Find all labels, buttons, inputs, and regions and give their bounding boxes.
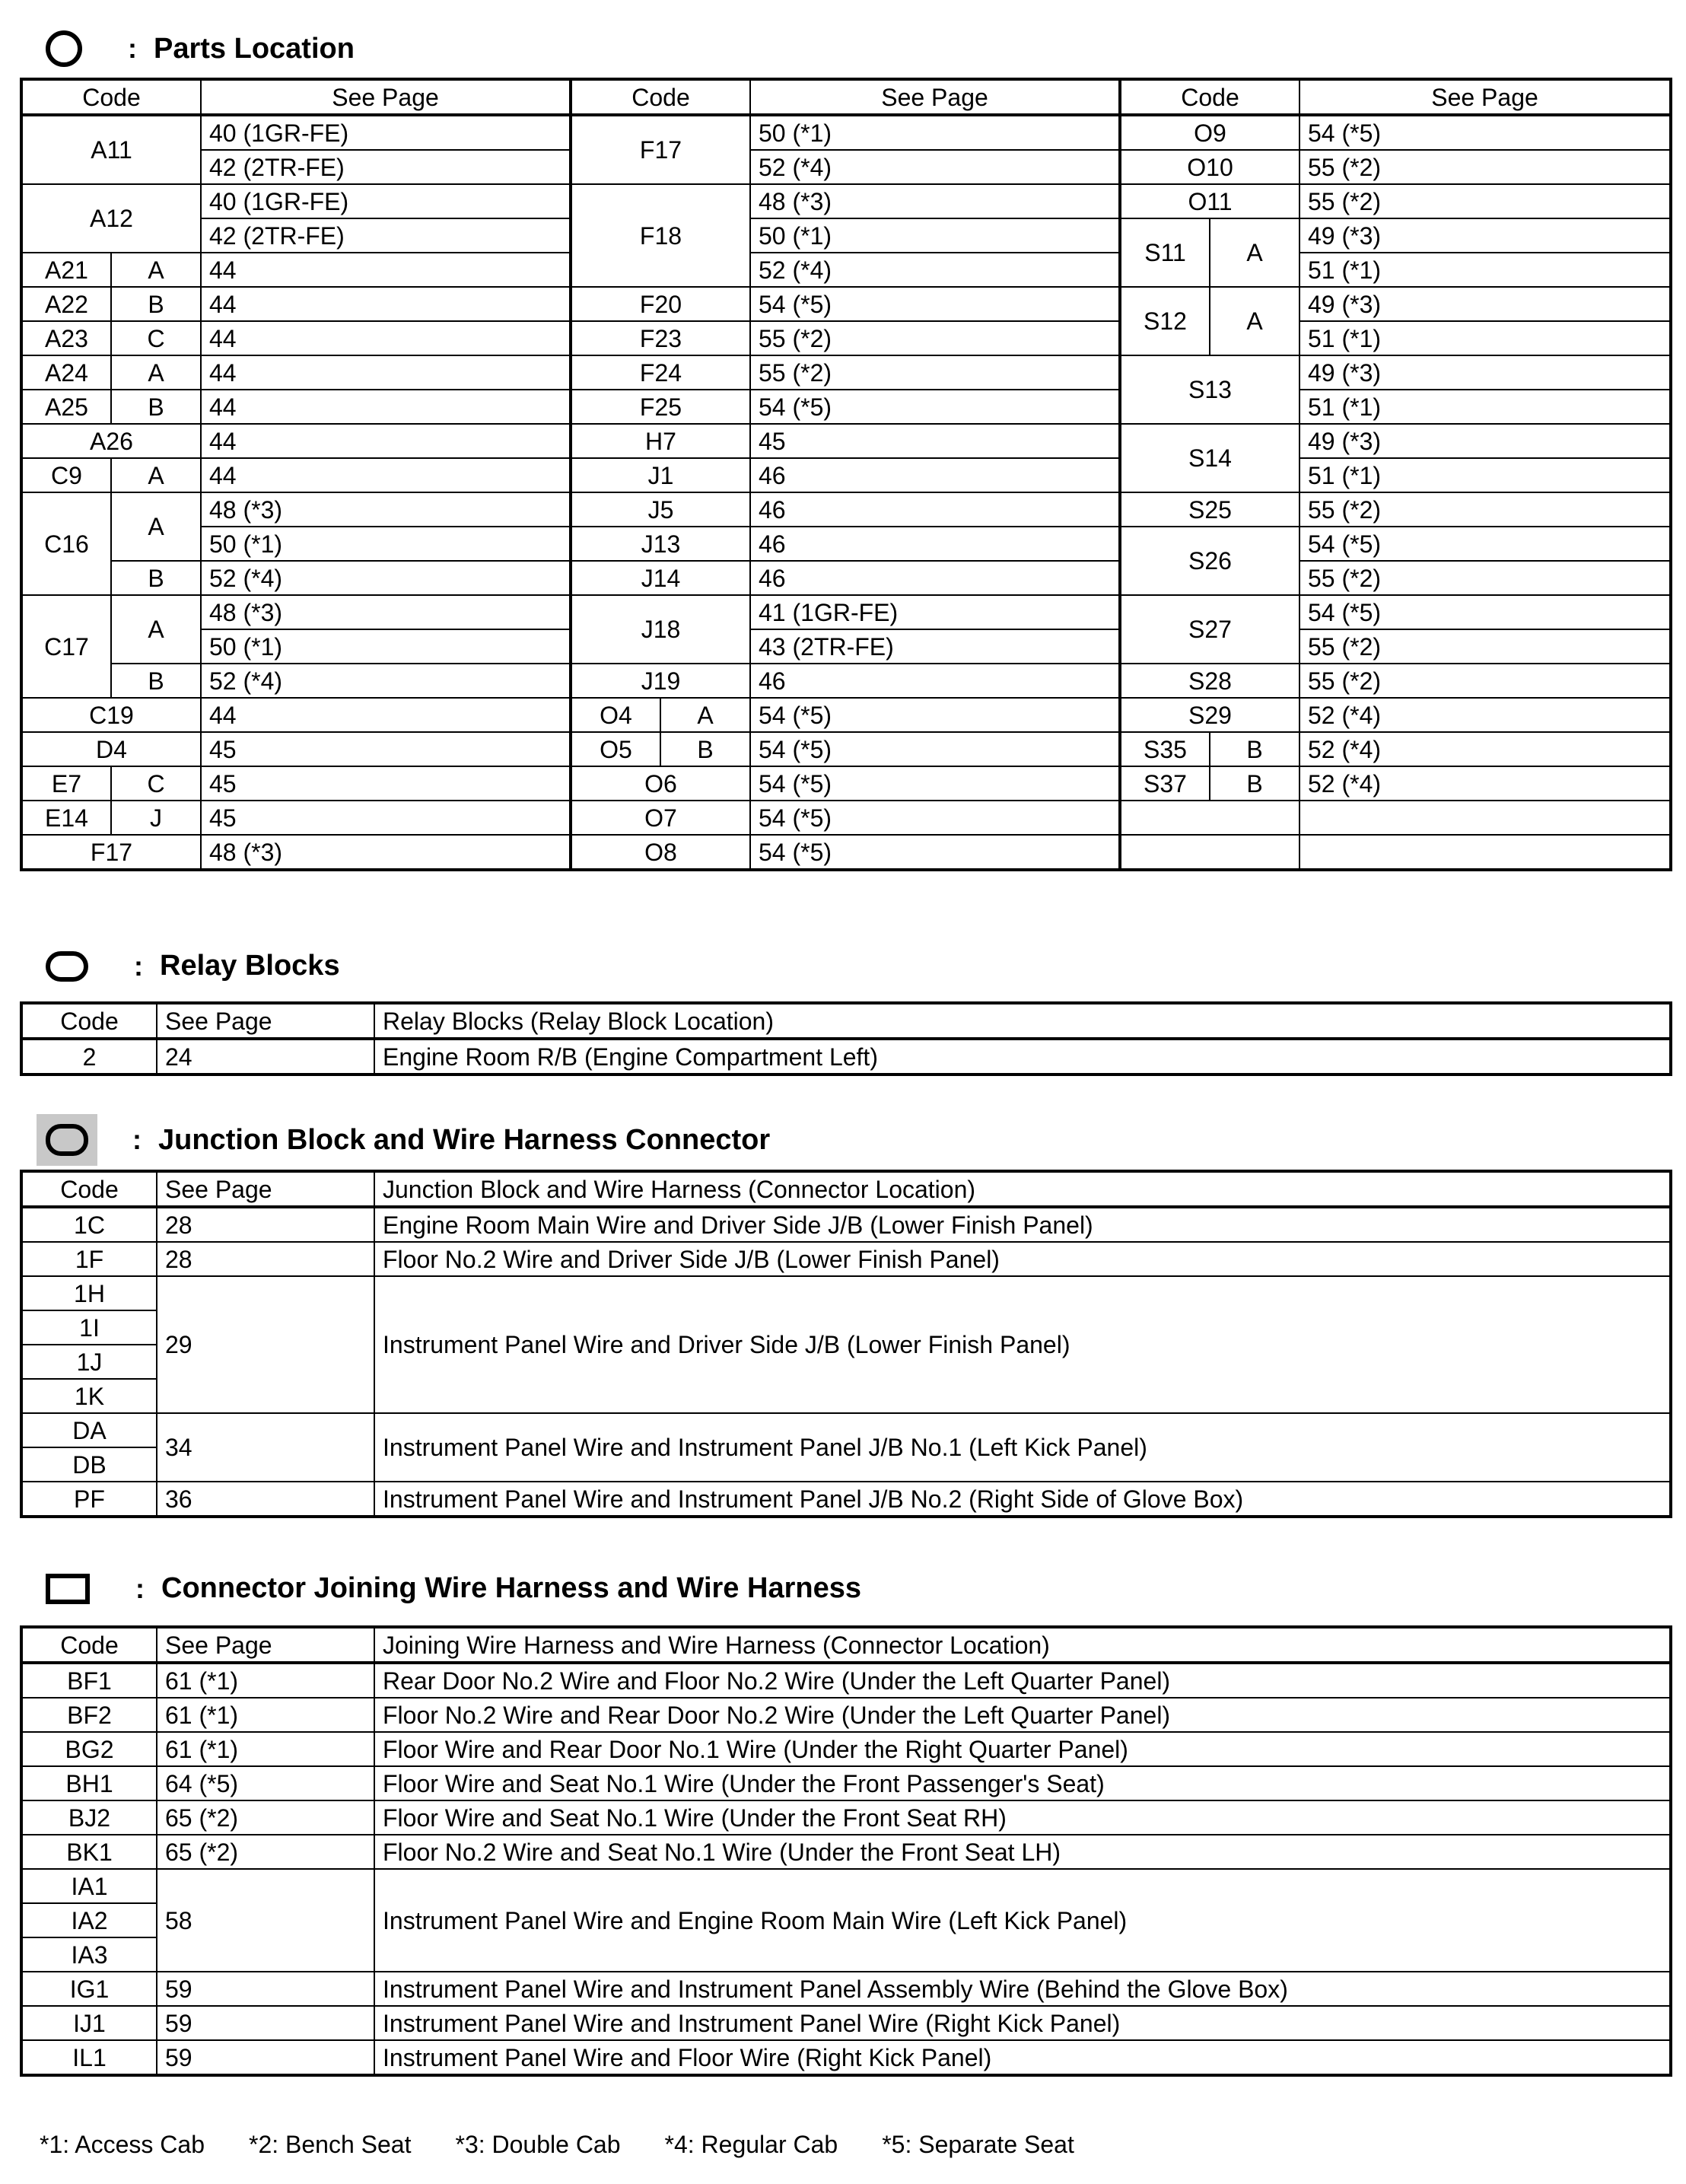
table-row [21,150,1671,184]
sub-code-cell: C [111,321,201,355]
page-cell: 44 [201,424,571,458]
table-row [21,766,1671,801]
section-title: Relay Blocks [160,950,340,982]
code-cell: S11 [1120,218,1210,287]
page-cell: 42 (2TR-FE) [201,150,571,184]
page-cell: 44 [201,253,571,287]
location-cell: Instrument Panel Wire and Floor Wire (Right Kick Panel) [374,2040,1671,2075]
sub-code-cell: B [111,390,201,424]
page-cell: 45 [201,732,571,766]
table-row [21,1766,1671,1800]
code-cell: 1H [21,1276,157,1310]
header-code: Code [21,79,201,115]
code-cell: O10 [1120,150,1299,184]
section-title: Connector Joining Wire Harness and Wire Harness [161,1572,861,1604]
rounded-rect-gray-icon [37,1114,97,1166]
location-cell: Floor No.2 Wire and Seat No.1 Wire (Under the Front Seat LH) [374,1835,1671,1869]
location-cell: Floor Wire and Seat No.1 Wire (Under the Front Passenger's Seat) [374,1766,1671,1800]
code-cell: F24 [571,355,750,390]
code-cell: F17 [571,115,750,184]
page-cell: 44 [201,458,571,492]
location-cell: Instrument Panel Wire and Instrument Panel Wire (Right Kick Panel) [374,2006,1671,2040]
page-cell: 50 (*1) [750,115,1120,150]
table-row [21,732,1671,766]
table-row [21,1835,1671,1869]
location-cell: Engine Room R/B (Engine Compartment Left) [374,1039,1671,1074]
page-cell: 43 (2TR-FE) [750,629,1120,664]
junction-block-heading: : Junction Block and Wire Harness Connector [46,1114,770,1166]
code-cell: S14 [1120,424,1299,492]
page-cell: 54 (*5) [1299,115,1671,150]
code-cell: O6 [571,766,750,801]
code-cell: S25 [1120,492,1299,527]
header-see-page: See Page [750,79,1120,115]
page-cell: 54 (*5) [1299,527,1671,561]
page-cell: 52 (*4) [201,664,571,698]
page-cell: 55 (*2) [750,321,1120,355]
page-cell: 24 [157,1039,374,1074]
parts-location-table [20,78,1672,871]
header-see-page: See Page [201,79,571,115]
code-cell: 1F [21,1242,157,1276]
code-cell: 2 [21,1039,157,1074]
sub-code-cell: A [111,458,201,492]
code-cell: BH1 [21,1766,157,1800]
page-cell: 55 (*2) [1299,492,1671,527]
page-cell: 49 (*3) [1299,218,1671,253]
code-cell: A23 [21,321,111,355]
table-row [21,1698,1671,1732]
relay-blocks-table [20,1001,1672,1076]
page-cell: 42 (2TR-FE) [201,218,571,253]
table-row [21,218,1671,253]
code-cell: DB [21,1447,157,1482]
sub-code-cell: A [111,253,201,287]
code-cell: E7 [21,766,111,801]
table-row [21,664,1671,698]
page-cell: 48 (*3) [201,835,571,870]
table-row [21,184,1671,218]
header-location: Relay Blocks (Relay Block Location) [374,1003,1671,1039]
page-cell: 59 [157,2006,374,2040]
code-cell: S27 [1120,595,1299,664]
page-cell: 44 [201,287,571,321]
code-cell: IG1 [21,1972,157,2006]
code-cell: J5 [571,492,750,527]
code-cell: A25 [21,390,111,424]
page-cell: 49 (*3) [1299,287,1671,321]
table-row [21,561,1671,595]
code-cell: S28 [1120,664,1299,698]
sub-code-cell: B [111,664,201,698]
header-code: Code [571,79,750,115]
code-cell: J13 [571,527,750,561]
page-cell: 54 (*5) [750,390,1120,424]
table-row [21,492,1671,527]
table-row [21,595,1671,629]
code-cell: A26 [21,424,201,458]
location-cell: Floor No.2 Wire and Rear Door No.2 Wire (Under the Left Quarter Panel) [374,1698,1671,1732]
page-cell: 54 (*5) [750,287,1120,321]
table-row [21,2006,1671,2040]
header-location: Joining Wire Harness and Wire Harness (Connector Location) [374,1627,1671,1663]
header-see-page: See Page [157,1003,374,1039]
table-row [21,287,1671,321]
parts-location-heading: : Parts Location [46,30,355,67]
table-row [21,2040,1671,2075]
page-cell: 54 (*5) [750,835,1120,870]
rounded-rect-icon [46,951,88,982]
page-cell: 45 [201,766,571,801]
code-cell: IJ1 [21,2006,157,2040]
page-cell: 48 (*3) [201,492,571,527]
page-cell: 46 [750,492,1120,527]
code-cell: F17 [21,835,201,870]
table-row [21,1869,1671,1903]
location-cell: Rear Door No.2 Wire and Floor No.2 Wire (Under the Left Quarter Panel) [374,1663,1671,1698]
circle-icon [46,30,82,67]
code-cell: O8 [571,835,750,870]
table-row [21,527,1671,561]
code-cell: J1 [571,458,750,492]
connector-joining-table [20,1625,1672,2077]
table-row [21,355,1671,390]
page-cell: 55 (*2) [750,355,1120,390]
sub-code-cell: B [111,287,201,321]
table-row [21,458,1671,492]
code-cell: J19 [571,664,750,698]
code-cell: BG2 [21,1732,157,1766]
code-cell: IA2 [21,1903,157,1937]
page-cell: 51 (*1) [1299,321,1671,355]
footnote-item: *5: Separate Seat [882,2131,1074,2158]
code-cell: IA1 [21,1869,157,1903]
page-cell: 50 (*1) [201,629,571,664]
code-cell: D4 [21,732,201,766]
code-cell: F25 [571,390,750,424]
header-location: Junction Block and Wire Harness (Connector Location) [374,1171,1671,1207]
table-row [21,390,1671,424]
code-cell: BF2 [21,1698,157,1732]
sub-code-cell: B [1210,732,1299,766]
page-cell: 45 [750,424,1120,458]
page-cell: 59 [157,1972,374,2006]
code-cell: IL1 [21,2040,157,2075]
page-cell: 61 (*1) [157,1732,374,1766]
sub-code-cell: A [660,698,750,732]
page-cell: 44 [201,321,571,355]
page-cell: 58 [157,1869,374,1972]
code-cell: IA3 [21,1937,157,1972]
footnotes [40,2131,1118,2159]
code-cell: S13 [1120,355,1299,424]
header-row [21,1171,1671,1207]
code-cell: C16 [21,492,111,595]
table-row [21,1482,1671,1517]
page-cell: 61 (*1) [157,1698,374,1732]
code-cell: A22 [21,287,111,321]
page-cell [1299,801,1671,835]
location-cell: Instrument Panel Wire and Engine Room Main Wire (Left Kick Panel) [374,1869,1671,1972]
code-cell: BJ2 [21,1800,157,1835]
page-cell: 65 (*2) [157,1835,374,1869]
page-cell: 45 [201,801,571,835]
sub-code-cell: A [111,355,201,390]
header-code: Code [21,1627,157,1663]
table-row [21,698,1671,732]
code-cell: E14 [21,801,111,835]
header-see-page: See Page [157,1171,374,1207]
page-cell: 52 (*4) [1299,698,1671,732]
code-cell: J14 [571,561,750,595]
table-row [21,115,1671,150]
header-row [21,1627,1671,1663]
table-row [21,1207,1671,1242]
page-cell: 40 (1GR-FE) [201,184,571,218]
page-cell: 29 [157,1276,374,1413]
page-cell: 44 [201,698,571,732]
code-cell: 1J [21,1345,157,1379]
page-cell: 36 [157,1482,374,1517]
location-cell: Floor Wire and Rear Door No.1 Wire (Under the Right Quarter Panel) [374,1732,1671,1766]
header-see-page: See Page [157,1627,374,1663]
code-cell: A11 [21,115,201,184]
page-cell: 50 (*1) [201,527,571,561]
table-row [21,1039,1671,1074]
sub-code-cell: C [111,766,201,801]
code-cell: PF [21,1482,157,1517]
page-cell: 54 (*5) [1299,595,1671,629]
page-cell: 54 (*5) [750,732,1120,766]
page-cell: 55 (*2) [1299,561,1671,595]
page-cell: 46 [750,527,1120,561]
location-cell: Engine Room Main Wire and Driver Side J/B (Lower Finish Panel) [374,1207,1671,1242]
table-row [21,1663,1671,1698]
sub-code-cell: A [111,595,201,664]
header-row [21,1003,1671,1039]
sub-code-cell: A [1210,287,1299,355]
footnote-item: *1: Access Cab [40,2131,205,2158]
location-cell: Instrument Panel Wire and Instrument Panel Assembly Wire (Behind the Glove Box) [374,1972,1671,2006]
header-see-page: See Page [1299,79,1671,115]
page-cell: 50 (*1) [750,218,1120,253]
table-row [21,424,1671,458]
code-cell: F20 [571,287,750,321]
header-code: Code [1120,79,1299,115]
location-cell: Instrument Panel Wire and Instrument Panel J/B No.1 (Left Kick Panel) [374,1413,1671,1482]
code-cell: C17 [21,595,111,698]
code-cell: S37 [1120,766,1210,801]
page-cell: 34 [157,1413,374,1482]
code-cell: S12 [1120,287,1210,355]
relay-blocks-heading: : Relay Blocks [46,950,340,982]
code-cell: BF1 [21,1663,157,1698]
page-cell: 52 (*4) [1299,766,1671,801]
page-cell [1299,835,1671,870]
table-row [21,1413,1671,1447]
connector-joining-heading: : Connector Joining Wire Harness and Wire Harness [46,1572,861,1605]
table-row [21,1800,1671,1835]
location-cell: Floor No.2 Wire and Driver Side J/B (Lower Finish Panel) [374,1242,1671,1276]
page-cell: 46 [750,458,1120,492]
table-row [21,629,1671,664]
code-cell: 1K [21,1379,157,1413]
page-cell: 44 [201,355,571,390]
code-cell: A21 [21,253,111,287]
page-cell: 54 (*5) [750,698,1120,732]
footnote-item: *3: Double Cab [455,2131,621,2158]
page-cell: 54 (*5) [750,766,1120,801]
page-cell: 28 [157,1242,374,1276]
page-cell: 55 (*2) [1299,629,1671,664]
code-cell: S26 [1120,527,1299,595]
page-cell: 54 (*5) [750,801,1120,835]
page-cell: 28 [157,1207,374,1242]
page-cell: 55 (*2) [1299,184,1671,218]
page-cell: 52 (*4) [750,150,1120,184]
page-cell: 40 (1GR-FE) [201,115,571,150]
code-cell: C9 [21,458,111,492]
page-cell: 49 (*3) [1299,424,1671,458]
page-cell: 41 (1GR-FE) [750,595,1120,629]
section-title: Parts Location [154,32,355,65]
page-cell: 65 (*2) [157,1800,374,1835]
code-cell: C19 [21,698,201,732]
code-cell [1120,835,1299,870]
page-cell: 44 [201,390,571,424]
page-cell: 48 (*3) [750,184,1120,218]
footnote-item: *2: Bench Seat [249,2131,412,2158]
header-code: Code [21,1171,157,1207]
code-cell: O11 [1120,184,1299,218]
table-row [21,835,1671,870]
table-row [21,321,1671,355]
footnote-item: *4: Regular Cab [664,2131,838,2158]
page-cell: 51 (*1) [1299,390,1671,424]
sub-code-cell: B [111,561,201,595]
section-title: Junction Block and Wire Harness Connector [158,1123,771,1156]
location-cell: Instrument Panel Wire and Driver Side J/B (Lower Finish Panel) [374,1276,1671,1413]
code-cell: F23 [571,321,750,355]
page-cell: 46 [750,664,1120,698]
sub-code-cell: J [111,801,201,835]
table-row [21,1242,1671,1276]
location-cell: Floor Wire and Seat No.1 Wire (Under the Front Seat RH) [374,1800,1671,1835]
code-cell: BK1 [21,1835,157,1869]
code-cell: O9 [1120,115,1299,150]
code-cell: 1I [21,1310,157,1345]
table-row [21,1732,1671,1766]
code-cell: A12 [21,184,201,253]
code-cell: A24 [21,355,111,390]
header-row [21,79,1671,115]
junction-block-table [20,1170,1672,1518]
code-cell: J18 [571,595,750,664]
code-cell: H7 [571,424,750,458]
page-cell: 64 (*5) [157,1766,374,1800]
code-cell: O4 [571,698,660,732]
page-cell: 51 (*1) [1299,458,1671,492]
page-cell: 61 (*1) [157,1663,374,1698]
code-cell: 1C [21,1207,157,1242]
code-cell: S29 [1120,698,1299,732]
code-cell: S35 [1120,732,1210,766]
table-row [21,1276,1671,1310]
location-cell: Instrument Panel Wire and Instrument Panel J/B No.2 (Right Side of Glove Box) [374,1482,1671,1517]
code-cell: DA [21,1413,157,1447]
page-cell: 52 (*4) [201,561,571,595]
page-cell: 46 [750,561,1120,595]
page-cell: 59 [157,2040,374,2075]
table-row [21,1972,1671,2006]
page-cell: 55 (*2) [1299,150,1671,184]
table-row [21,253,1671,287]
code-cell: F18 [571,184,750,287]
sub-code-cell: A [1210,218,1299,287]
page-cell: 48 (*3) [201,595,571,629]
sub-code-cell: B [660,732,750,766]
page-cell: 55 (*2) [1299,664,1671,698]
page-cell: 52 (*4) [750,253,1120,287]
page-cell: 49 (*3) [1299,355,1671,390]
code-cell: O7 [571,801,750,835]
rect-icon [46,1574,90,1604]
header-code: Code [21,1003,157,1039]
code-cell [1120,801,1299,835]
page-cell: 51 (*1) [1299,253,1671,287]
table-row [21,801,1671,835]
sub-code-cell: B [1210,766,1299,801]
code-cell: O5 [571,732,660,766]
sub-code-cell: A [111,492,201,561]
page-cell: 52 (*4) [1299,732,1671,766]
